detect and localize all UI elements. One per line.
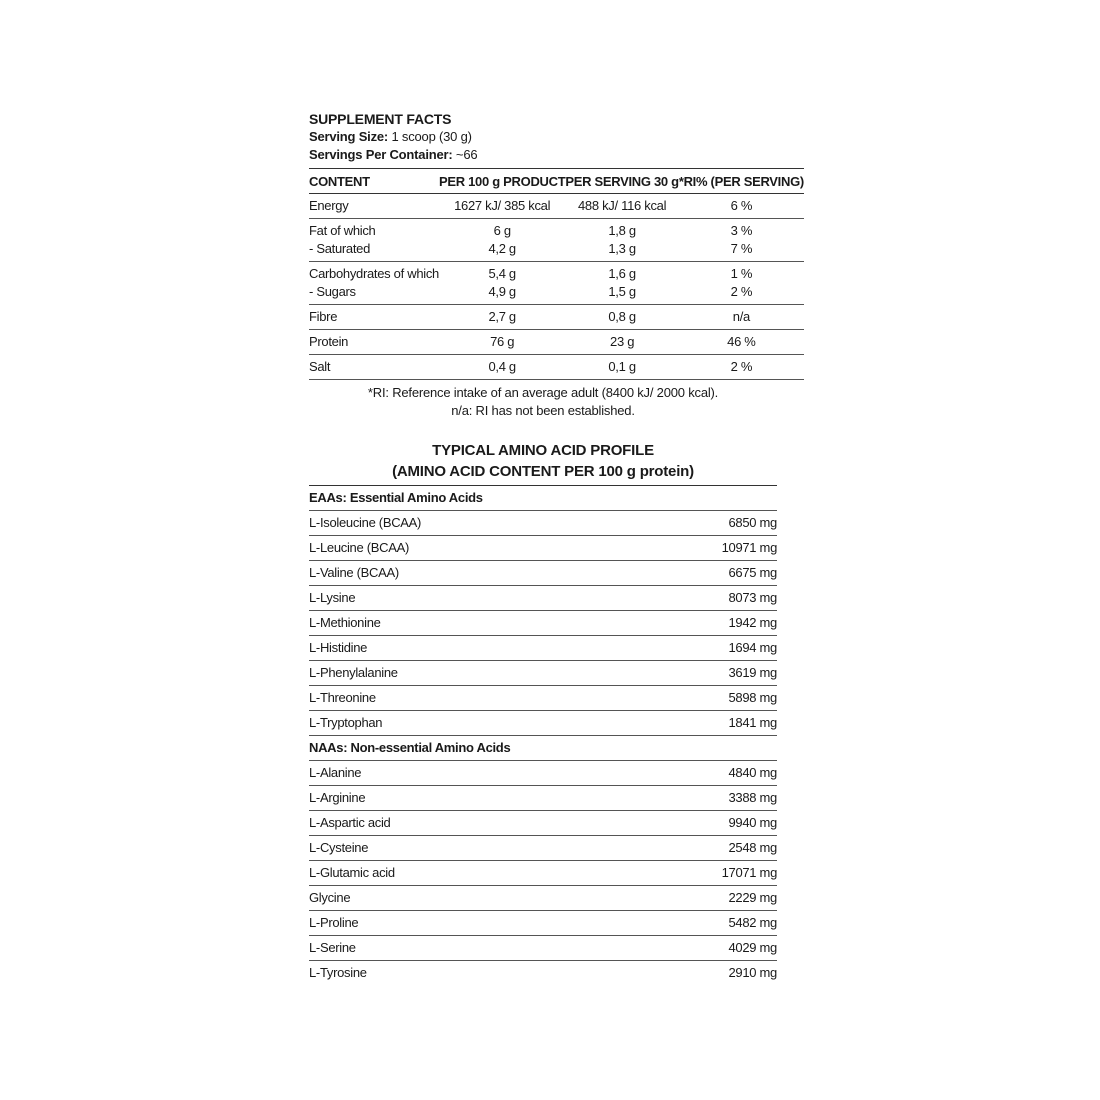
amino-acid-value: 2548 mg — [728, 840, 777, 855]
amino-acid-row — [309, 536, 777, 561]
amino-acid-value: 6675 mg — [728, 565, 777, 580]
ri-value-cell — [679, 355, 804, 380]
amino-acid-row — [309, 786, 777, 811]
nutrient-name-cell — [309, 330, 439, 355]
amino-acid-value: 4029 mg — [728, 940, 777, 955]
amino-acid-name: L-Glutamic acid — [309, 865, 395, 880]
amino-acid-value: 8073 mg — [728, 590, 777, 605]
ri-footnote: *RI: Reference intake of an average adult (8400 kJ/ 2000 kcal). — [367, 385, 719, 400]
ri-value: 2 % — [730, 359, 753, 374]
per-serving-value-cell — [565, 305, 678, 330]
amino-acid-row — [309, 811, 777, 836]
amino-acid-row — [309, 836, 777, 861]
nutrient-name-cell — [309, 194, 439, 219]
amino-acid-value: 17071 mg — [721, 865, 777, 880]
amino-acid-value: 5482 mg — [728, 915, 777, 930]
amino-acid-value: 10971 mg — [721, 540, 777, 555]
ri-value: 1 % — [730, 266, 753, 281]
ri-value: n/a — [732, 309, 750, 324]
per-100g-value: 6 g — [493, 223, 511, 238]
per-serving-value-cell — [565, 262, 678, 305]
nutrient-name-cell — [309, 219, 439, 262]
amino-acid-row — [309, 511, 777, 536]
per-100g-value: 2,7 g — [488, 309, 516, 324]
amino-acid-value: 3619 mg — [728, 665, 777, 680]
amino-acid-row — [309, 861, 777, 886]
nutrition-body — [309, 194, 804, 380]
amino-acid-value: 6850 mg — [728, 515, 777, 530]
ri-value: 6 % — [730, 198, 753, 213]
header-per-100g: PER 100 g PRODUCT — [439, 169, 565, 194]
amino-acid-name: L-Valine (BCAA) — [309, 565, 399, 580]
nutrient-name: Protein — [309, 334, 349, 349]
amino-acid-row — [309, 636, 777, 661]
header-ri: *RI% (PER SERVING) — [679, 169, 804, 194]
per-100g-value-cell — [439, 355, 565, 380]
nutrient-name: Energy — [309, 198, 349, 213]
amino-subtitle: (AMINO ACID CONTENT PER 100 g protein) — [392, 463, 694, 480]
per-serving-value: 0,8 g — [608, 309, 636, 324]
amino-acid-name: L-Aspartic acid — [309, 815, 391, 830]
facts-title: SUPPLEMENT FACTS — [309, 111, 452, 127]
per-100g-value-cell — [439, 330, 565, 355]
nutrient-name-cell — [309, 305, 439, 330]
header-content: CONTENT — [309, 169, 439, 194]
nutrient-name: Carbohydrates of which — [309, 266, 439, 281]
per-100g-value: 76 g — [490, 334, 515, 349]
nutrient-name-cell — [309, 262, 439, 305]
ri-value: 2 % — [730, 284, 753, 299]
amino-acid-name: L-Methionine — [309, 615, 381, 630]
amino-acid-value: 1841 mg — [728, 715, 777, 730]
supplement-facts-panel — [309, 108, 804, 985]
per-100g-value: 1627 kJ/ 385 kcal — [454, 198, 551, 213]
amino-acid-value: 4840 mg — [728, 765, 777, 780]
ri-value-cell — [679, 219, 804, 262]
nutrition-row — [309, 219, 804, 262]
amino-group-heading-text: NAAs: Non-essential Amino Acids — [309, 740, 511, 755]
nutrient-name: Salt — [309, 359, 331, 374]
amino-acid-value: 9940 mg — [728, 815, 777, 830]
amino-group-heading-text: EAAs: Essential Amino Acids — [309, 490, 483, 505]
serving-size — [309, 128, 777, 146]
amino-acid-name: L-Cysteine — [309, 840, 369, 855]
nutrition-row — [309, 194, 804, 219]
servings-per-container — [309, 146, 777, 164]
per-serving-value: 1,3 g — [608, 241, 636, 256]
per-serving-value-cell — [565, 330, 678, 355]
nutrition-row — [309, 330, 804, 355]
header-per-serving: PER SERVING 30 g — [565, 169, 678, 194]
nutrition-row — [309, 262, 804, 305]
na-footnote: n/a: RI has not been established. — [451, 403, 635, 418]
amino-acid-name: L-Leucine (BCAA) — [309, 540, 409, 555]
per-100g-value-cell — [439, 219, 565, 262]
amino-acid-name: L-Phenylalanine — [309, 665, 398, 680]
nutrition-row — [309, 355, 804, 380]
per-100g-value-cell — [439, 305, 565, 330]
amino-acid-row — [309, 886, 777, 911]
amino-group-heading — [309, 486, 777, 511]
ri-value-cell — [679, 330, 804, 355]
nutrition-row — [309, 305, 804, 330]
amino-acid-row — [309, 961, 777, 985]
amino-acid-value: 2910 mg — [728, 965, 777, 980]
per-100g-value: 0,4 g — [488, 359, 516, 374]
nutrition-table — [309, 168, 804, 380]
amino-acid-list — [309, 485, 777, 985]
nutrient-name: Fat of which — [309, 223, 376, 238]
ri-value: 46 % — [727, 334, 756, 349]
nutrient-name: Fibre — [309, 309, 338, 324]
ri-value-cell — [679, 305, 804, 330]
amino-acid-value: 1694 mg — [728, 640, 777, 655]
amino-acid-row — [309, 686, 777, 711]
amino-acid-name: L-Lysine — [309, 590, 356, 605]
nutrient-name: - Saturated — [309, 241, 371, 256]
per-serving-value: 1,6 g — [608, 266, 636, 281]
amino-acid-name: Glycine — [309, 890, 351, 905]
per-100g-value-cell — [439, 194, 565, 219]
amino-acid-row — [309, 911, 777, 936]
amino-group-heading — [309, 736, 777, 761]
per-100g-value-cell — [439, 262, 565, 305]
per-serving-value-cell — [565, 355, 678, 380]
amino-acid-value: 3388 mg — [728, 790, 777, 805]
amino-acid-name: L-Alanine — [309, 765, 362, 780]
amino-acid-name: L-Isoleucine (BCAA) — [309, 515, 422, 530]
amino-acid-value: 2229 mg — [728, 890, 777, 905]
amino-acid-value: 5898 mg — [728, 690, 777, 705]
amino-acid-row — [309, 936, 777, 961]
servings-label: Servings Per Container: — [309, 147, 453, 162]
nutrient-name-cell — [309, 355, 439, 380]
amino-acid-row — [309, 711, 777, 736]
per-serving-value-cell — [565, 194, 678, 219]
per-serving-value: 488 kJ/ 116 kcal — [577, 198, 667, 213]
ri-value: 3 % — [730, 223, 753, 238]
per-serving-value-cell — [565, 219, 678, 262]
amino-acid-name: L-Threonine — [309, 690, 376, 705]
ri-value-cell — [679, 194, 804, 219]
amino-acid-row — [309, 761, 777, 786]
per-100g-value: 4,9 g — [488, 284, 516, 299]
nutrition-header-row — [309, 169, 804, 194]
per-serving-value: 0,1 g — [608, 359, 636, 374]
nutrient-name: - Sugars — [309, 284, 356, 299]
amino-acid-value: 1942 mg — [728, 615, 777, 630]
serving-size-label: Serving Size: — [309, 129, 389, 144]
per-serving-value: 1,8 g — [608, 223, 636, 238]
amino-acid-name: L-Arginine — [309, 790, 366, 805]
amino-acid-row — [309, 611, 777, 636]
servings-value: ~66 — [455, 147, 478, 162]
ri-value: 7 % — [730, 241, 753, 256]
amino-acid-name: L-Proline — [309, 915, 359, 930]
per-serving-value: 1,5 g — [608, 284, 636, 299]
per-100g-value: 4,2 g — [488, 241, 516, 256]
amino-acid-row — [309, 586, 777, 611]
amino-acid-name: L-Tryptophan — [309, 715, 383, 730]
per-serving-value: 23 g — [610, 334, 635, 349]
amino-acid-name: L-Serine — [309, 940, 356, 955]
amino-acid-row — [309, 561, 777, 586]
serving-size-value: 1 scoop (30 g) — [391, 129, 472, 144]
amino-acid-name: L-Histidine — [309, 640, 368, 655]
amino-acid-name: L-Tyrosine — [309, 965, 367, 980]
ri-value-cell — [679, 262, 804, 305]
amino-title: TYPICAL AMINO ACID PROFILE — [432, 442, 654, 459]
per-100g-value: 5,4 g — [488, 266, 516, 281]
amino-acid-row — [309, 661, 777, 686]
